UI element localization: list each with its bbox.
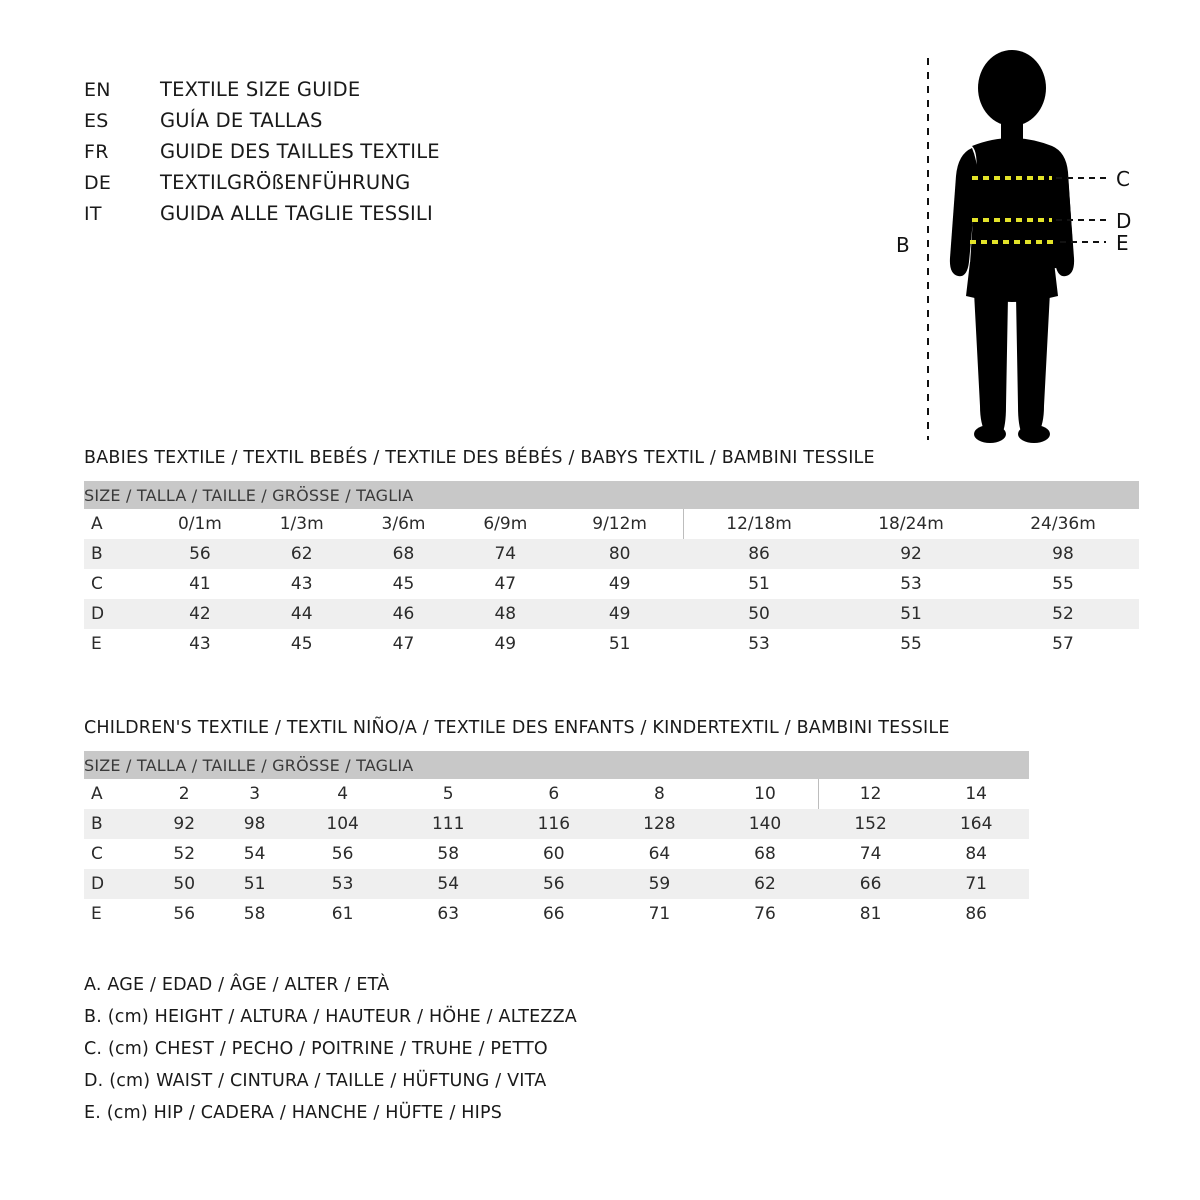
language-row <box>84 109 704 140</box>
cell: 64 <box>607 839 713 869</box>
cell: 45 <box>353 569 455 599</box>
height-label: B <box>896 233 910 257</box>
row-label: C <box>84 569 149 599</box>
cell: 66 <box>818 869 924 899</box>
legend-line-height: B. (cm) HEIGHT / ALTURA / HAUTEUR / HÖHE / ALTEZZA <box>84 1007 577 1027</box>
babies-caption: BABIES TEXTILE / TEXTIL BEBÉS / TEXTILE DES BÉBÉS / BABYS TEXTIL / BAMBINI TESSILE <box>84 448 875 468</box>
row-label: E <box>84 899 149 929</box>
cell: 2 <box>149 779 219 809</box>
row-label: B <box>84 809 149 839</box>
table-row <box>84 629 1139 659</box>
cell: 74 <box>818 839 924 869</box>
cell: 12 <box>818 779 924 809</box>
cell: 56 <box>501 869 607 899</box>
cell: 51 <box>835 599 987 629</box>
cell: 71 <box>923 869 1029 899</box>
language-row <box>84 171 704 202</box>
table-row <box>84 599 1139 629</box>
hip-label: E <box>1116 231 1129 255</box>
cell: 54 <box>395 869 501 899</box>
cell: 68 <box>353 539 455 569</box>
legend-line-age: A. AGE / EDAD / ÂGE / ALTER / ETÀ <box>84 975 390 995</box>
cell: 50 <box>149 869 219 899</box>
cell: 140 <box>712 809 818 839</box>
table-row <box>84 869 1029 899</box>
cell: 9/12m <box>556 509 683 539</box>
table-row <box>84 779 1029 809</box>
cell: 3/6m <box>353 509 455 539</box>
language-row <box>84 78 704 109</box>
row-label: D <box>84 869 149 899</box>
cell: 76 <box>712 899 818 929</box>
legend-line-waist: D. (cm) WAIST / CINTURA / TAILLE / HÜFTUNG / VITA <box>84 1071 547 1091</box>
cell: 62 <box>251 539 353 569</box>
row-label: E <box>84 629 149 659</box>
cell: 51 <box>556 629 683 659</box>
chest-label: C <box>1116 167 1130 191</box>
cell: 43 <box>251 569 353 599</box>
language-code: EN <box>84 79 111 101</box>
cell: 60 <box>501 839 607 869</box>
cell: 54 <box>219 839 289 869</box>
row-label: D <box>84 599 149 629</box>
cell: 46 <box>353 599 455 629</box>
babies-table-header: SIZE / TALLA / TAILLE / GRÖSSE / TAGLIA <box>84 481 1139 509</box>
table-row <box>84 899 1029 929</box>
cell: 49 <box>454 629 556 659</box>
table-row <box>84 539 1139 569</box>
cell: 104 <box>290 809 396 839</box>
body-measurement-diagram <box>860 30 1180 450</box>
language-title-list <box>84 78 704 233</box>
cell: 56 <box>149 539 251 569</box>
cell: 59 <box>607 869 713 899</box>
cell: 18/24m <box>835 509 987 539</box>
cell: 71 <box>607 899 713 929</box>
language-row <box>84 140 704 171</box>
language-title: GUÍA DE TALLAS <box>160 109 323 132</box>
babies-size-table <box>84 481 1139 659</box>
cell: 48 <box>454 599 556 629</box>
cell: 68 <box>712 839 818 869</box>
cell: 86 <box>683 539 835 569</box>
table-header-row <box>84 481 1139 509</box>
cell: 3 <box>219 779 289 809</box>
cell: 0/1m <box>149 509 251 539</box>
cell: 53 <box>683 629 835 659</box>
cell: 98 <box>987 539 1139 569</box>
cell: 80 <box>556 539 683 569</box>
cell: 4 <box>290 779 396 809</box>
cell: 62 <box>712 869 818 899</box>
cell: 24/36m <box>987 509 1139 539</box>
table-row <box>84 809 1029 839</box>
table-row <box>84 569 1139 599</box>
babies-table-block <box>84 448 1139 659</box>
language-title: TEXTILGRÖßENFÜHRUNG <box>160 171 411 194</box>
cell: 98 <box>219 809 289 839</box>
cell: 42 <box>149 599 251 629</box>
cell: 56 <box>149 899 219 929</box>
cell: 6/9m <box>454 509 556 539</box>
table-header-row <box>84 751 1029 779</box>
cell: 58 <box>219 899 289 929</box>
cell: 52 <box>149 839 219 869</box>
cell: 84 <box>923 839 1029 869</box>
cell: 53 <box>835 569 987 599</box>
cell: 44 <box>251 599 353 629</box>
cell: 5 <box>395 779 501 809</box>
row-label: C <box>84 839 149 869</box>
measurement-legend <box>84 975 884 1135</box>
cell: 66 <box>501 899 607 929</box>
children-table-header: SIZE / TALLA / TAILLE / GRÖSSE / TAGLIA <box>84 751 1029 779</box>
cell: 47 <box>454 569 556 599</box>
language-title: GUIDE DES TAILLES TEXTILE <box>160 140 440 163</box>
row-label: B <box>84 539 149 569</box>
cell: 111 <box>395 809 501 839</box>
cell: 116 <box>501 809 607 839</box>
cell: 63 <box>395 899 501 929</box>
cell: 12/18m <box>683 509 835 539</box>
language-code: DE <box>84 172 112 194</box>
cell: 92 <box>149 809 219 839</box>
language-row <box>84 202 704 233</box>
cell: 51 <box>683 569 835 599</box>
cell: 8 <box>607 779 713 809</box>
children-size-table <box>84 751 1029 929</box>
cell: 92 <box>835 539 987 569</box>
row-label: A <box>84 509 149 539</box>
children-caption: CHILDREN'S TEXTILE / TEXTIL NIÑO/A / TEXTILE DES ENFANTS / KINDERTEXTIL / BAMBINI TESSILE <box>84 718 950 738</box>
cell: 55 <box>987 569 1139 599</box>
cell: 43 <box>149 629 251 659</box>
cell: 10 <box>712 779 818 809</box>
cell: 58 <box>395 839 501 869</box>
cell: 50 <box>683 599 835 629</box>
cell: 47 <box>353 629 455 659</box>
cell: 49 <box>556 569 683 599</box>
table-row <box>84 839 1029 869</box>
legend-line-chest: C. (cm) CHEST / PECHO / POITRINE / TRUHE / PETTO <box>84 1039 548 1059</box>
language-title: TEXTILE SIZE GUIDE <box>160 78 361 101</box>
language-title: GUIDA ALLE TAGLIE TESSILI <box>160 202 433 225</box>
cell: 61 <box>290 899 396 929</box>
children-table-block <box>84 718 1029 929</box>
cell: 45 <box>251 629 353 659</box>
row-label: A <box>84 779 149 809</box>
cell: 74 <box>454 539 556 569</box>
cell: 49 <box>556 599 683 629</box>
waist-label: D <box>1116 209 1132 233</box>
language-code: ES <box>84 110 109 132</box>
cell: 53 <box>290 869 396 899</box>
language-code: FR <box>84 141 109 163</box>
cell: 56 <box>290 839 396 869</box>
cell: 41 <box>149 569 251 599</box>
cell: 1/3m <box>251 509 353 539</box>
table-row <box>84 509 1139 539</box>
cell: 164 <box>923 809 1029 839</box>
cell: 6 <box>501 779 607 809</box>
cell: 86 <box>923 899 1029 929</box>
language-code: IT <box>84 203 102 225</box>
cell: 81 <box>818 899 924 929</box>
cell: 55 <box>835 629 987 659</box>
legend-line-hip: E. (cm) HIP / CADERA / HANCHE / HÜFTE / HIPS <box>84 1103 503 1123</box>
cell: 57 <box>987 629 1139 659</box>
cell: 152 <box>818 809 924 839</box>
cell: 128 <box>607 809 713 839</box>
cell: 51 <box>219 869 289 899</box>
cell: 52 <box>987 599 1139 629</box>
cell: 14 <box>923 779 1029 809</box>
child-silhouette <box>950 50 1074 443</box>
